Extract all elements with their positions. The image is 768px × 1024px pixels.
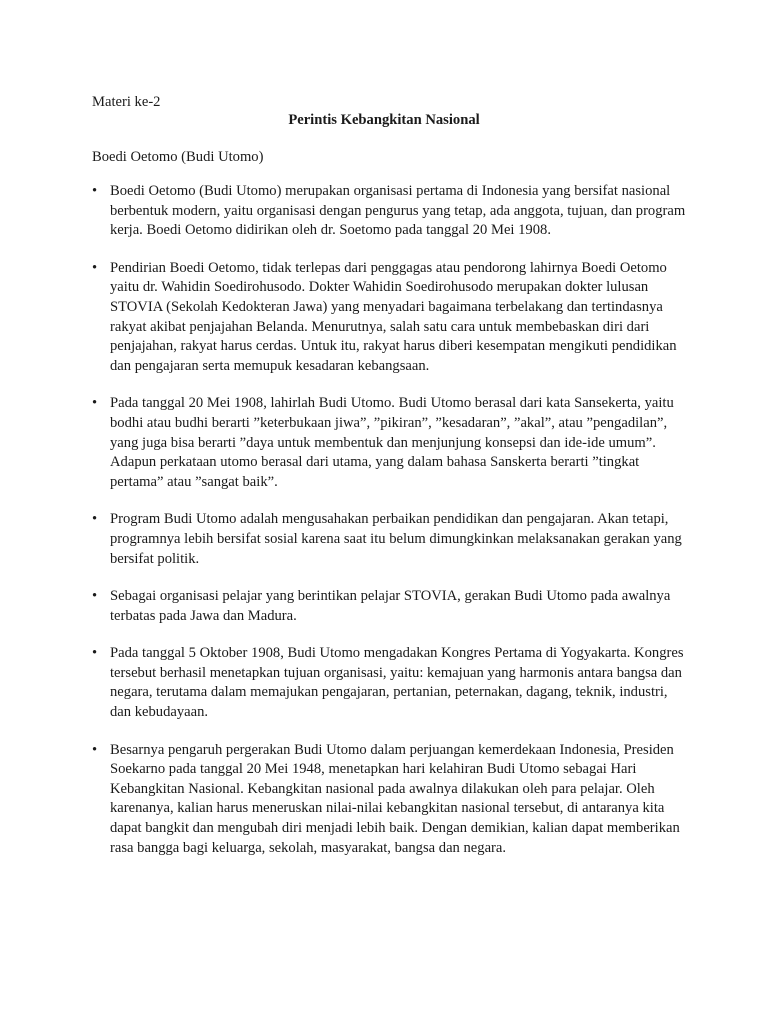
list-item — [92, 741, 692, 859]
paragraph-text: Pada tanggal 5 Oktober 1908, Budi Utomo mengadakan Kongres Pertama di Yogyakarta. Kongres tersebut berhasil menetapkan tujuan organisasi, yaitu: kemajuan yang harmonis antara bangsa dan negara, terutama dalam memajukan pengajaran, pertanian, peternakan, dagang, teknik, industri, dan kebudayaan. — [110, 645, 684, 721]
bullet-list — [92, 182, 692, 876]
bullet-marker: • — [92, 741, 98, 758]
bullet-marker: • — [92, 588, 98, 605]
list-item — [92, 394, 692, 492]
paragraph-text: Besarnya pengaruh pergerakan Budi Utomo dalam perjuangan kemerdekaan Indonesia, Presiden Soekarno pada tanggal 20 Mei 1948, menetapkan hari kelahiran Budi Utomo sebagai Hari Kebangkitan Nasional. Kebangkitan nasional pada awalnya dilakukan oleh para pelajar. Oleh karenanya, kalian harus meneruskan nilai-nilai kebangkitan nasional tersebut, di antaranya kita dapat bangkit dan mengubah diri menjadi lebih baik. Dengan demikian, kalian dapat memberikan rasa bangga bagi keluarga, sekolah, masyarakat, bangsa dan negara. — [110, 741, 680, 856]
paragraph-text: Boedi Oetomo (Budi Utomo) merupakan organisasi pertama di Indonesia yang bersifat nasional berbentuk modern, yaitu organisasi dengan pengurus yang tetap, ada anggota, tujuan, dan program kerja. Boedi Oetomo didirikan oleh dr. Soetomo pada tanggal 20 Mei 1908. — [110, 183, 686, 239]
document-title: Perintis Kebangkitan Nasional — [288, 112, 480, 128]
paragraph-text: Pada tanggal 20 Mei 1908, lahirlah Budi Utomo. Budi Utomo berasal dari kata Sansekerta, yaitu bodhi atau budhi berarti ”keterbukaan jiwa”, ”pikiran”, ”kesadaran”, ”akal”, atau ”pengadilan”, yang juga bisa berarti ”daya untuk membentuk dan menjunjung konsepsi dan ide-ide umum”. Adapun perkataan utomo berasal dari utama, yang dalam bahasa Sanskerta berarti ”tingkat pertama” atau ”sangat baik”. — [110, 395, 674, 490]
list-item — [92, 182, 692, 241]
list-item — [92, 510, 692, 569]
bullet-marker: • — [92, 183, 98, 199]
materi-label: Materi ke-2 — [92, 94, 161, 110]
bullet-marker: • — [92, 645, 98, 662]
bullet-marker: • — [92, 259, 98, 276]
bullet-marker: • — [92, 511, 98, 528]
list-item — [92, 587, 692, 626]
paragraph-text: Program Budi Utomo adalah mengusahakan perbaikan pendidikan dan pengajaran. Akan tetapi, programnya lebih bersifat sosial karena saat itu belum dimungkinkan melaksanakan gerakan yang bersifat politik. — [110, 511, 682, 567]
list-item — [92, 644, 692, 722]
paragraph-text: Pendirian Boedi Oetomo, tidak terlepas dari penggagas atau pendorong lahirnya Boedi Oetomo yaitu dr. Wahidin Soedirohusodo. Dokter Wahidin Soedirohusodo merupakan dokter lulusan STOVIA (Sekolah Kedokteran Jawa) yang menyadari bagaimana terbelakang dan tertindasnya rakyat akibat penjajahan Belanda. Menurutnya, salah satu cara untuk membebaskan diri dari penjajahan, rakyat harus cerdas. Untuk itu, rakyat harus diberi kesempatan mengikuti pendidikan dan pengajaran serta memupuk kesadaran kebangsaan. — [110, 259, 677, 374]
paragraph-text: Sebagai organisasi pelajar yang berintikan pelajar STOVIA, gerakan Budi Utomo pada awalnya terbatas pada Jawa dan Madura. — [110, 588, 671, 624]
list-item — [92, 259, 692, 377]
section-subtitle: Boedi Oetomo (Budi Utomo) — [92, 149, 264, 165]
bullet-marker: • — [92, 395, 98, 412]
